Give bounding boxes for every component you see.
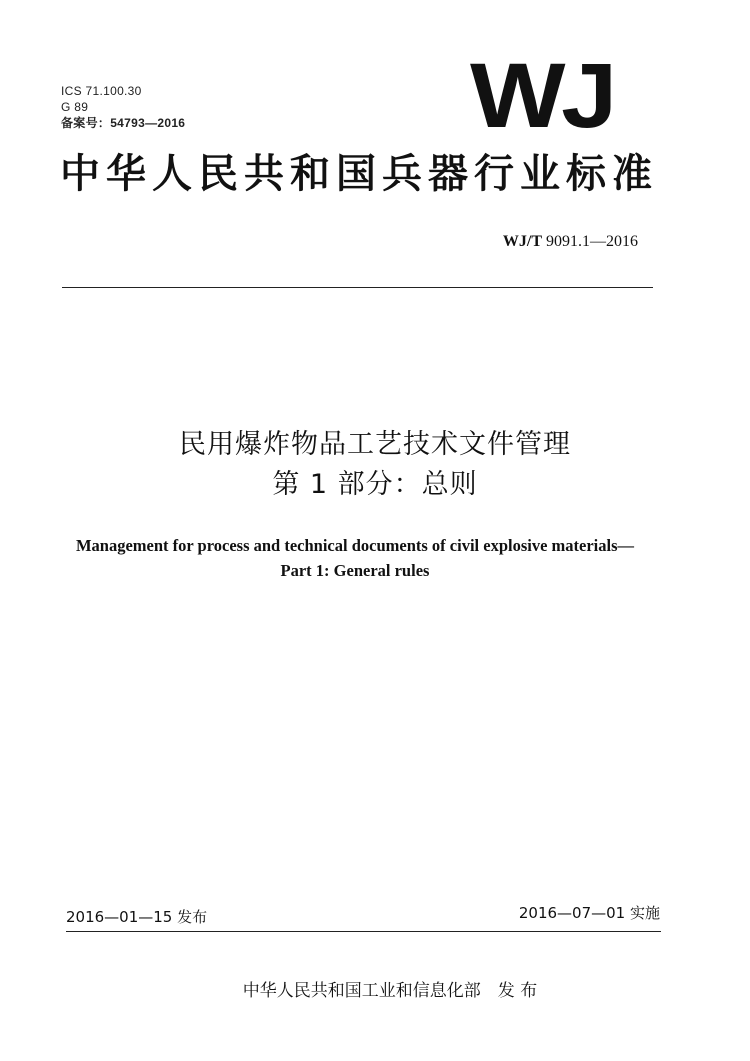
implementation-date: 2016—07—01 实施 — [518, 904, 660, 922]
publisher: 中华人民共和国工业和信息化部 发 布 — [242, 981, 538, 1001]
wj-logo: WJ — [470, 45, 613, 147]
record-number: 备案号：54793—2016 — [61, 116, 186, 130]
standard-title: 中华人民共和国兵器行业标准 — [60, 151, 658, 197]
document-title-en-line2: Part 1: General rules — [280, 561, 430, 580]
ics-code: ICS 71.100.30 — [61, 84, 142, 98]
ccs-code: G 89 — [61, 100, 89, 114]
standard-number-prefix: WJ/T — [502, 233, 542, 250]
issue-date: 2016—01—15 发布 — [66, 908, 208, 926]
standard-number-value: 9091.1—2016 — [546, 233, 638, 250]
header-divider — [62, 287, 653, 288]
standard-number — [503, 232, 638, 252]
document-title-en-line1: Management for process and technical documents of civil explosive materials— — [75, 536, 635, 555]
document-title-cn-line1: 民用爆炸物品工艺技术文件管理 — [179, 429, 571, 460]
document-title-cn-line2: 第 1 部分：总则 — [272, 469, 478, 500]
footer-divider — [66, 931, 661, 932]
